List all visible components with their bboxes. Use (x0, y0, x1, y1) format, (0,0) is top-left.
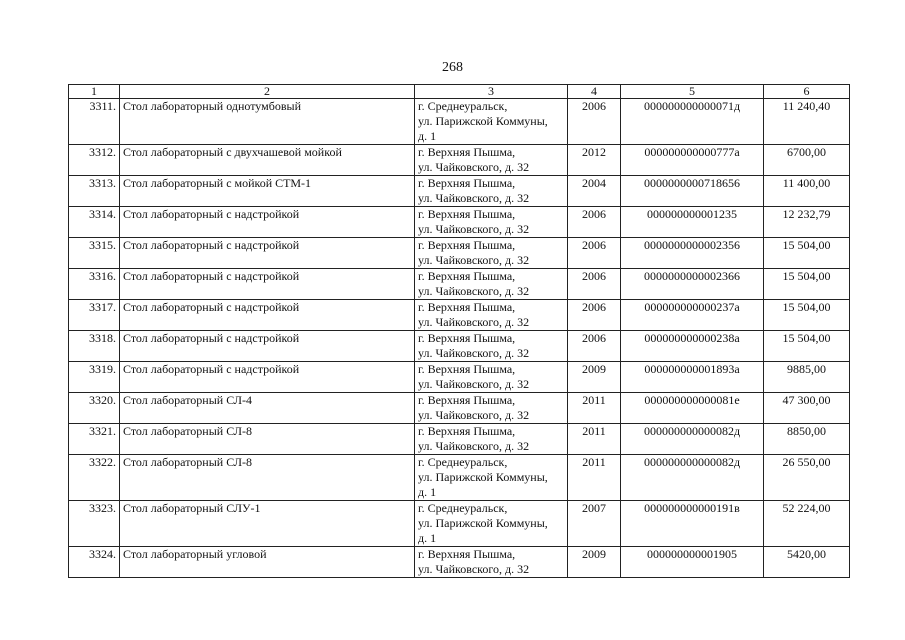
item-name: Стол лабораторный СЛ-4 (120, 393, 415, 424)
item-name: Стол лабораторный угловой (120, 547, 415, 578)
column-header-3: 3 (415, 85, 568, 99)
address-line: ул. Чайковского, д. 32 (418, 253, 530, 267)
inventory-number: 000000000001893а (621, 362, 764, 393)
address-line: г. Верхняя Пышма, (418, 176, 516, 190)
address-line: д. 1 (418, 485, 437, 499)
address-line: г. Среднеуральск, (418, 501, 508, 515)
column-header-4: 4 (568, 85, 621, 99)
address-line: г. Верхняя Пышма, (418, 547, 516, 561)
item-address (415, 207, 568, 238)
table-row (69, 393, 850, 424)
inventory-number: 000000000001235 (621, 207, 764, 238)
item-year: 2012 (568, 145, 621, 176)
item-year: 2011 (568, 393, 621, 424)
item-cost: 9885,00 (764, 362, 850, 393)
address-line: г. Верхняя Пышма, (418, 269, 516, 283)
row-number: 3319. (69, 362, 120, 393)
column-header-2: 2 (120, 85, 415, 99)
inventory-number: 000000000000082д (621, 424, 764, 455)
row-number: 3320. (69, 393, 120, 424)
item-address (415, 362, 568, 393)
item-address (415, 300, 568, 331)
address-line: ул. Чайковского, д. 32 (418, 191, 530, 205)
inventory-number: 000000000000238а (621, 331, 764, 362)
inventory-number: 0000000000002366 (621, 269, 764, 300)
item-year: 2006 (568, 269, 621, 300)
table-row (69, 269, 850, 300)
item-name: Стол лабораторный с надстройкой (120, 269, 415, 300)
address-line: ул. Парижской Коммуны, (418, 516, 548, 530)
row-number: 3317. (69, 300, 120, 331)
table-row (69, 300, 850, 331)
address-line: ул. Чайковского, д. 32 (418, 315, 530, 329)
row-number: 3313. (69, 176, 120, 207)
item-year: 2006 (568, 238, 621, 269)
item-name: Стол лабораторный с мойкой СТМ-1 (120, 176, 415, 207)
inventory-number: 000000000000081е (621, 393, 764, 424)
address-line: ул. Чайковского, д. 32 (418, 222, 530, 236)
item-year: 2006 (568, 331, 621, 362)
row-number: 3324. (69, 547, 120, 578)
item-address (415, 424, 568, 455)
inventory-number: 000000000000237а (621, 300, 764, 331)
table-row (69, 331, 850, 362)
row-number: 3322. (69, 455, 120, 501)
address-line: д. 1 (418, 129, 437, 143)
item-address (415, 393, 568, 424)
table-row (69, 238, 850, 269)
item-name: Стол лабораторный СЛ-8 (120, 424, 415, 455)
address-line: г. Среднеуральск, (418, 99, 508, 113)
item-address (415, 145, 568, 176)
item-year: 2009 (568, 362, 621, 393)
row-number: 3318. (69, 331, 120, 362)
item-name: Стол лабораторный с надстройкой (120, 238, 415, 269)
address-line: ул. Чайковского, д. 32 (418, 562, 530, 576)
item-year: 2006 (568, 300, 621, 331)
item-cost: 11 240,40 (764, 99, 850, 145)
item-name: Стол лабораторный с надстройкой (120, 362, 415, 393)
item-cost: 5420,00 (764, 547, 850, 578)
item-cost: 15 504,00 (764, 238, 850, 269)
item-name: Стол лабораторный с надстройкой (120, 331, 415, 362)
row-number: 3321. (69, 424, 120, 455)
item-cost: 52 224,00 (764, 501, 850, 547)
address-line: г. Верхняя Пышма, (418, 331, 516, 345)
inventory-number: 000000000001905 (621, 547, 764, 578)
address-line: ул. Чайковского, д. 32 (418, 439, 530, 453)
table-row (69, 362, 850, 393)
item-cost: 12 232,79 (764, 207, 850, 238)
address-line: ул. Чайковского, д. 32 (418, 408, 530, 422)
address-line: г. Верхняя Пышма, (418, 238, 516, 252)
inventory-number: 000000000000777а (621, 145, 764, 176)
item-cost: 26 550,00 (764, 455, 850, 501)
item-year: 2011 (568, 455, 621, 501)
address-line: ул. Чайковского, д. 32 (418, 377, 530, 391)
item-year: 2009 (568, 547, 621, 578)
row-number: 3315. (69, 238, 120, 269)
item-cost: 15 504,00 (764, 331, 850, 362)
item-name: Стол лабораторный с надстройкой (120, 207, 415, 238)
item-cost: 15 504,00 (764, 300, 850, 331)
item-address (415, 501, 568, 547)
item-address (415, 547, 568, 578)
address-line: ул. Чайковского, д. 32 (418, 284, 530, 298)
item-year: 2011 (568, 424, 621, 455)
column-header-5: 5 (621, 85, 764, 99)
item-year: 2007 (568, 501, 621, 547)
item-name: Стол лабораторный однотумбовый (120, 99, 415, 145)
address-line: г. Верхняя Пышма, (418, 145, 516, 159)
row-number: 3314. (69, 207, 120, 238)
item-address (415, 238, 568, 269)
item-cost: 47 300,00 (764, 393, 850, 424)
item-name: Стол лабораторный с надстройкой (120, 300, 415, 331)
row-number: 3312. (69, 145, 120, 176)
item-address (415, 455, 568, 501)
item-address (415, 269, 568, 300)
address-line: г. Верхняя Пышма, (418, 362, 516, 376)
item-address (415, 176, 568, 207)
table-row (69, 207, 850, 238)
table-row (69, 455, 850, 501)
table-row (69, 424, 850, 455)
address-line: ул. Парижской Коммуны, (418, 114, 548, 128)
address-line: ул. Парижской Коммуны, (418, 470, 548, 484)
table-row (69, 176, 850, 207)
property-registry-table (68, 84, 850, 578)
column-header-1: 1 (69, 85, 120, 99)
item-cost: 8850,00 (764, 424, 850, 455)
item-cost: 11 400,00 (764, 176, 850, 207)
table-header (69, 85, 850, 99)
inventory-number: 000000000000082д (621, 455, 764, 501)
address-line: г. Верхняя Пышма, (418, 424, 516, 438)
table-row (69, 547, 850, 578)
address-line: г. Верхняя Пышма, (418, 300, 516, 314)
address-line: г. Верхняя Пышма, (418, 393, 516, 407)
inventory-number: 000000000000071д (621, 99, 764, 145)
address-line: ул. Чайковского, д. 32 (418, 346, 530, 360)
item-name: Стол лабораторный СЛ-8 (120, 455, 415, 501)
inventory-number: 0000000000002356 (621, 238, 764, 269)
address-line: ул. Чайковского, д. 32 (418, 160, 530, 174)
row-number: 3323. (69, 501, 120, 547)
page-number: 268 (442, 60, 463, 75)
row-number: 3311. (69, 99, 120, 145)
item-year: 2006 (568, 207, 621, 238)
table-row (69, 145, 850, 176)
item-year: 2004 (568, 176, 621, 207)
item-address (415, 99, 568, 145)
address-line: д. 1 (418, 531, 437, 545)
item-cost: 6700,00 (764, 145, 850, 176)
table-row (69, 501, 850, 547)
item-cost: 15 504,00 (764, 269, 850, 300)
item-name: Стол лабораторный СЛУ-1 (120, 501, 415, 547)
table-row (69, 99, 850, 145)
address-line: г. Верхняя Пышма, (418, 207, 516, 221)
address-line: г. Среднеуральск, (418, 455, 508, 469)
table-body (69, 99, 850, 578)
header-row (69, 85, 850, 99)
item-name: Стол лабораторный с двухчашевой мойкой (120, 145, 415, 176)
item-year: 2006 (568, 99, 621, 145)
inventory-number: 000000000000191в (621, 501, 764, 547)
item-address (415, 331, 568, 362)
inventory-number: 0000000000718656 (621, 176, 764, 207)
row-number: 3316. (69, 269, 120, 300)
column-header-6: 6 (764, 85, 850, 99)
